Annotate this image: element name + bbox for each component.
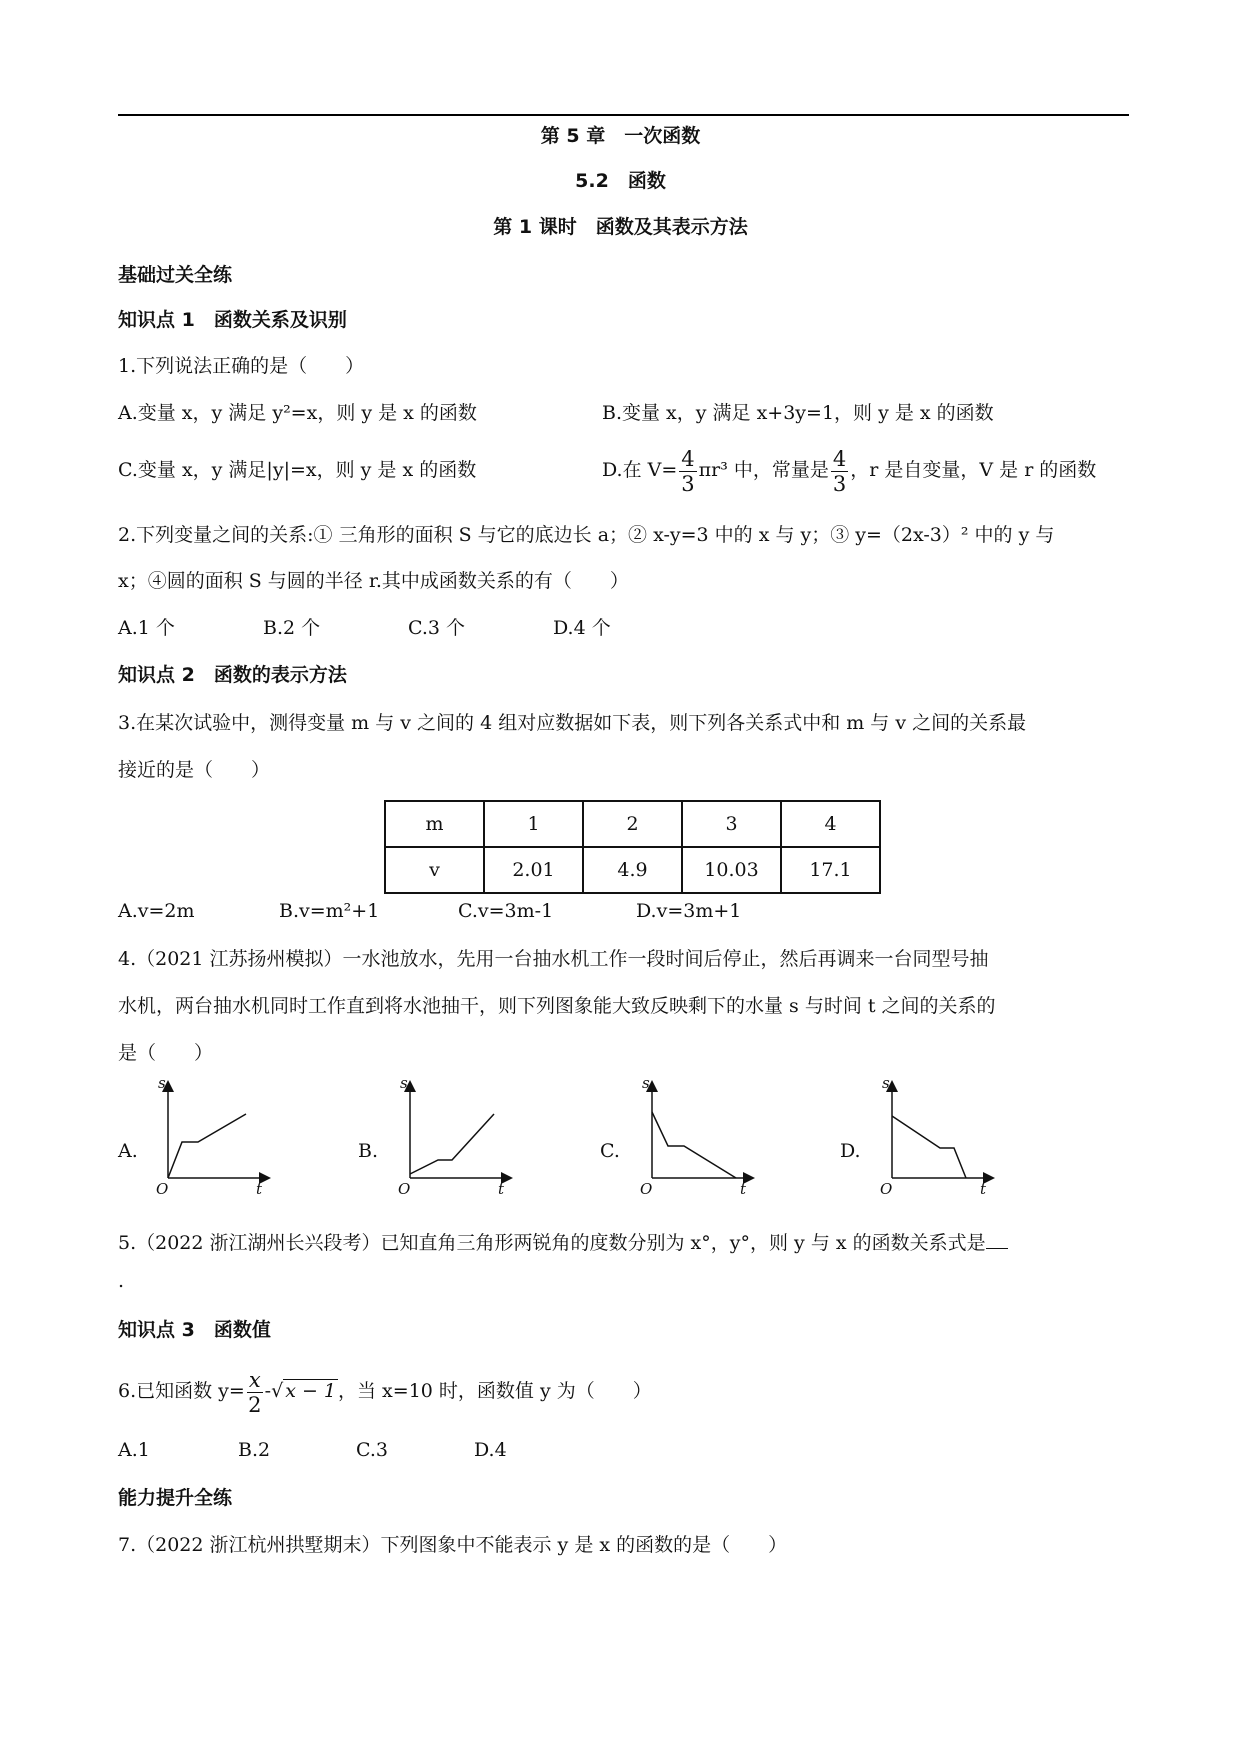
table-cell: 10.03 xyxy=(682,847,781,893)
question-6-option-c: C.3 xyxy=(356,1439,388,1461)
question-3-line-2: 接近的是（ ） xyxy=(118,759,271,781)
question-2-line-2: x；④圆的面积 S 与圆的半径 r.其中成函数关系的有（ ） xyxy=(118,570,629,592)
option-d-middle: πr³ 中，常量是 xyxy=(698,459,829,481)
origin-label: O xyxy=(640,1180,653,1196)
header-rule xyxy=(118,114,1129,116)
question-6-option-a: A.1 xyxy=(118,1439,150,1461)
graph-option-b-label: B. xyxy=(358,1140,379,1162)
fraction-numerator: x xyxy=(248,1367,261,1392)
section-title: 5.2 函数 xyxy=(575,170,666,192)
question-7-stem: 7.（2022 浙江杭州拱墅期末）下列图象中不能表示 y 是 x 的函数的是（ ） xyxy=(118,1534,788,1556)
graph-option-c-label: C. xyxy=(600,1140,620,1162)
question-6-prefix: 6.已知函数 y= xyxy=(118,1380,245,1402)
graph-option-b xyxy=(392,1074,522,1196)
question-3-option-a: A.v=2m xyxy=(118,900,195,922)
graph-option-d xyxy=(874,1074,1004,1196)
question-3-line-1: 3.在某次试验中，测得变量 m 与 v 之间的 4 组对应数据如下表，则下列各关系式中和 m 与 v 之间的关系最 xyxy=(118,712,1027,734)
fraction-four-thirds xyxy=(831,447,848,496)
graph-curve xyxy=(652,1112,736,1178)
question-1-stem: 1.下列说法正确的是（ ） xyxy=(118,355,365,377)
graph-option-a xyxy=(150,1074,280,1196)
question-5-line-2: . xyxy=(118,1270,125,1292)
fraction-x-over-2 xyxy=(247,1368,263,1417)
question-1-option-d xyxy=(602,443,1096,497)
axis-label-s: s xyxy=(642,1074,650,1092)
question-2-option-c: C.3 个 xyxy=(408,617,466,639)
graph-option-c xyxy=(634,1074,764,1196)
question-5-line-1 xyxy=(118,1230,1008,1256)
question-2-option-a: A.1 个 xyxy=(118,617,175,639)
fraction-denominator: 2 xyxy=(248,1392,262,1417)
question-3-option-b: B.v=m²+1 xyxy=(279,900,380,922)
table-cell: m xyxy=(385,801,484,847)
axis-label-s: s xyxy=(882,1074,890,1092)
option-d-prefix: D.在 V= xyxy=(602,459,678,481)
question-6-option-d: D.4 xyxy=(474,1439,507,1461)
origin-label: O xyxy=(398,1180,411,1196)
axis-label-t: t xyxy=(498,1180,505,1196)
table-cell: 3 xyxy=(682,801,781,847)
sqrt-radicand: x − 1 xyxy=(285,1380,337,1402)
question-5-text: 5.（2022 浙江湖州长兴段考）已知直角三角形两锐角的度数分别为 x°，y°，则 y 与 x 的函数关系式是 xyxy=(118,1232,986,1254)
option-d-suffix: ，r 是自变量，V 是 r 的函数 xyxy=(850,459,1097,481)
question-1-option-c: C.变量 x，y 满足|y|=x，则 y 是 x 的函数 xyxy=(118,459,477,481)
question-2-line-1: 2.下列变量之间的关系:① 三角形的面积 S 与它的底边长 a；② x-y=3 中的 x 与 y；③ y=（2x-3）² 中的 y 与 xyxy=(118,524,1055,546)
chapter-title: 第 5 章 一次函数 xyxy=(540,125,701,147)
table-cell: 4 xyxy=(781,801,880,847)
fraction-numerator: 4 xyxy=(832,446,847,471)
fraction-denominator: 3 xyxy=(832,471,847,496)
part-basic-heading: 基础过关全练 xyxy=(118,264,233,286)
origin-label: O xyxy=(156,1180,169,1196)
knowledge-point-2-heading: 知识点 2 函数的表示方法 xyxy=(118,664,347,686)
fraction-numerator: 4 xyxy=(681,446,695,471)
question-3-option-d: D.v=3m+1 xyxy=(636,900,742,922)
knowledge-point-3-heading: 知识点 3 函数值 xyxy=(118,1319,271,1341)
minus-sign: - xyxy=(264,1380,272,1402)
question-6-suffix: ，当 x=10 时，函数值 y 为（ ） xyxy=(338,1380,652,1402)
table-cell: 4.9 xyxy=(583,847,682,893)
table-cell: v xyxy=(385,847,484,893)
graph-option-a-label: A. xyxy=(118,1140,138,1162)
axis-label-t: t xyxy=(256,1180,263,1196)
fraction-four-thirds xyxy=(679,447,696,496)
question-6-stem xyxy=(118,1364,652,1418)
fraction-denominator: 3 xyxy=(681,471,695,496)
table-cell: 1 xyxy=(484,801,583,847)
answer-blank xyxy=(986,1230,1008,1249)
table-cell: 2 xyxy=(583,801,682,847)
question-1-option-b: B.变量 x，y 满足 x+3y=1，则 y 是 x 的函数 xyxy=(602,402,994,424)
part-advanced-heading: 能力提升全练 xyxy=(118,1487,233,1509)
axis-label-t: t xyxy=(980,1180,987,1196)
axis-label-s: s xyxy=(158,1074,166,1092)
graph-curve xyxy=(410,1114,494,1174)
question-1-option-a: A.变量 x，y 满足 y²=x，则 y 是 x 的函数 xyxy=(118,402,477,424)
question-3-option-c: C.v=3m-1 xyxy=(458,900,554,922)
graph-curve xyxy=(892,1116,966,1178)
table-cell: 17.1 xyxy=(781,847,880,893)
origin-label: O xyxy=(880,1180,893,1196)
table-row xyxy=(385,847,880,893)
lesson-title: 第 1 课时 函数及其表示方法 xyxy=(493,216,748,238)
axis-label-s: s xyxy=(400,1074,408,1092)
question-2-option-d: D.4 个 xyxy=(553,617,611,639)
table-row xyxy=(385,801,880,847)
knowledge-point-1-heading: 知识点 1 函数关系及识别 xyxy=(118,309,347,331)
question-2-option-b: B.2 个 xyxy=(263,617,321,639)
question-6-option-b: B.2 xyxy=(238,1439,271,1461)
graph-option-d-label: D. xyxy=(840,1140,861,1162)
axis-label-t: t xyxy=(740,1180,747,1196)
table-cell: 2.01 xyxy=(484,847,583,893)
sqrt-sign: √ xyxy=(271,1380,284,1402)
question-4-line-3: 是（ ） xyxy=(118,1042,214,1064)
graph-curve xyxy=(168,1114,246,1178)
question-3-data-table xyxy=(384,800,881,894)
question-4-line-1: 4.（2021 江苏扬州模拟）一水池放水，先用一台抽水机工作一段时间后停止，然后再调来一台同型号抽 xyxy=(118,948,989,970)
question-4-line-2: 水机，两台抽水机同时工作直到将水池抽干，则下列图象能大致反映剩下的水量 s 与时间 t 之间的关系的 xyxy=(118,995,996,1017)
